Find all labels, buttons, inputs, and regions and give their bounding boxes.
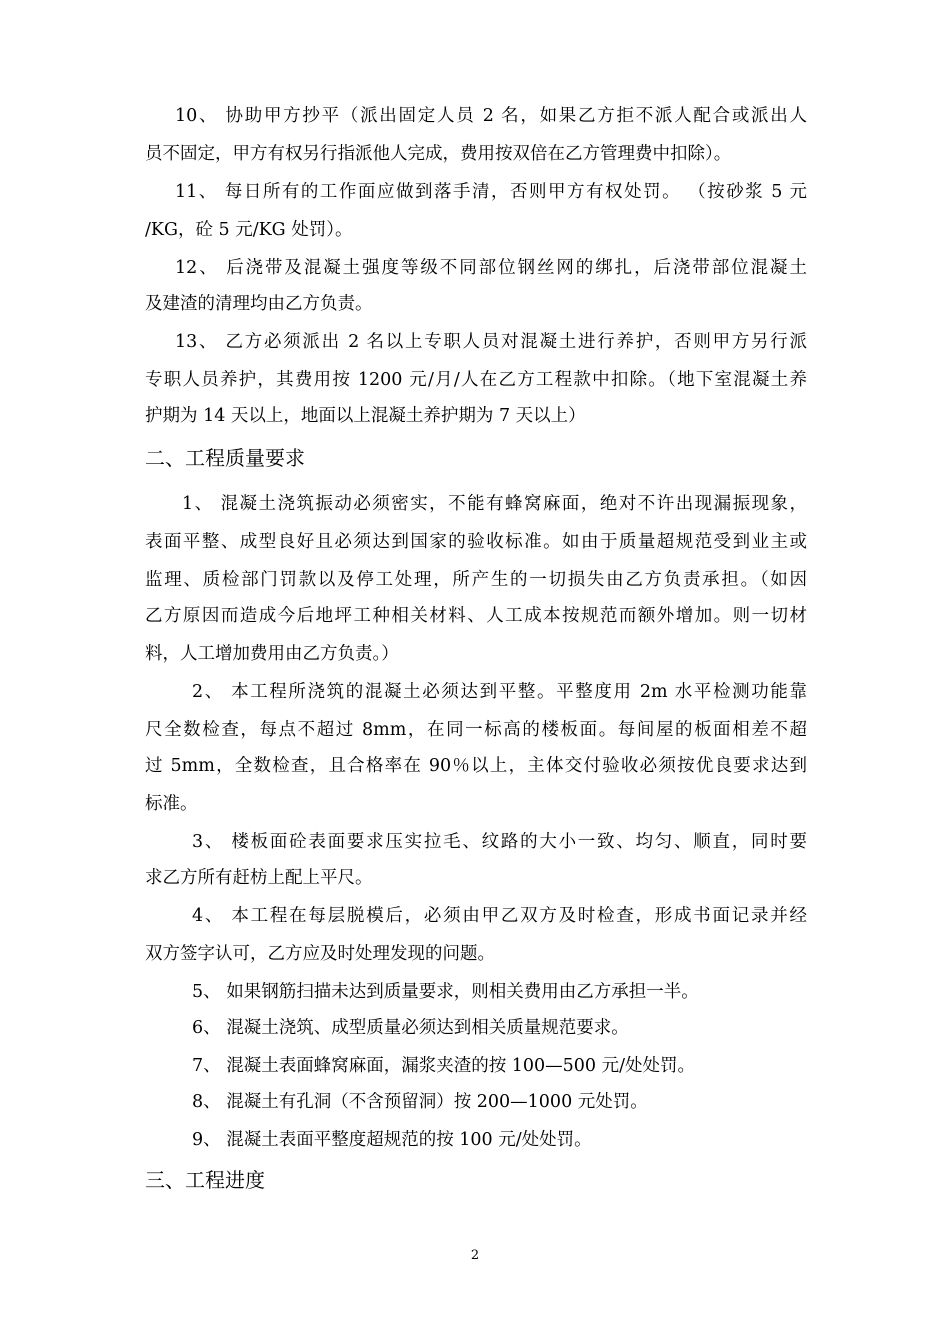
quality-item-1-line-4: 乙方原因而造成今后地坪工种相关材料、人工成本按规范而额外增加。则一切材 bbox=[145, 606, 807, 626]
quality-item-2-line-4: 标准。 bbox=[145, 794, 198, 814]
item-11-line-2: /KG，砼 5 元/KG 处罚）。 bbox=[145, 220, 353, 240]
quality-item-1-line-5: 料，人工增加费用由乙方负责。） bbox=[145, 644, 399, 664]
quality-item-1-line-2: 表面平整、成型良好且必须达到国家的验收标准。如由于质量超规范受到业主或 bbox=[145, 532, 807, 552]
section-3-heading: 三、工程进度 bbox=[145, 1168, 265, 1192]
quality-item-3-line-2: 求乙方所有赶枋上配上平尺。 bbox=[145, 868, 373, 888]
quality-item-1-line-1: 1、 混凝土浇筑振动必须密实，不能有蜂窝麻面，绝对不许出现漏振现象， bbox=[182, 494, 807, 514]
item-13-line-1: 13、 乙方必须派出 2 名以上专职人员对混凝土进行养护，否则甲方另行派 bbox=[175, 332, 807, 352]
item-10-line-2: 员不固定，甲方有权另行指派他人完成，费用按双倍在乙方管理费中扣除）。 bbox=[145, 144, 732, 164]
quality-item-9: 9、 混凝土表面平整度超规范的按 100 元/处处罚。 bbox=[192, 1130, 592, 1150]
quality-item-5: 5、 如果钢筋扫描未达到质量要求，则相关费用由乙方承担一半。 bbox=[192, 982, 699, 1002]
quality-item-6: 6、 混凝土浇筑、成型质量必须达到相关质量规范要求。 bbox=[192, 1018, 629, 1038]
quality-item-7: 7、 混凝土表面蜂窝麻面，漏浆夹渣的按 100—500 元/处处罚。 bbox=[192, 1056, 696, 1076]
quality-item-2-line-1: 2、 本工程所浇筑的混凝土必须达到平整。平整度用 2m 水平检测功能靠 bbox=[192, 682, 807, 702]
item-12-line-2: 及建渣的清理均由乙方负责。 bbox=[145, 294, 373, 314]
quality-item-8: 8、 混凝土有孔洞（不含预留洞）按 200—1000 元处罚。 bbox=[192, 1092, 648, 1112]
page-number: 2 bbox=[470, 1248, 480, 1263]
item-11-line-1: 11、 每日所有的工作面应做到落手清，否则甲方有权处罚。 （按砂浆 5 元 bbox=[175, 182, 807, 202]
item-13-line-2: 专职人员养护，其费用按 1200 元/月/人在乙方工程款中扣除。（地下室混凝土养 bbox=[145, 370, 807, 390]
quality-item-2-line-2: 尺全数检查，每点不超过 8mm，在同一标高的楼板面。每间屋的板面相差不超 bbox=[145, 720, 807, 740]
section-2-heading: 二、工程质量要求 bbox=[145, 446, 305, 470]
item-13-line-3: 护期为 14 天以上，地面以上混凝土养护期为 7 天以上） bbox=[145, 406, 586, 426]
quality-item-2-line-3: 过 5mm，全数检查，且合格率在 90％以上，主体交付验收必须按优良要求达到 bbox=[145, 756, 807, 776]
item-12-line-1: 12、 后浇带及混凝土强度等级不同部位钢丝网的绑扎，后浇带部位混凝土 bbox=[175, 258, 807, 278]
quality-item-4-line-2: 双方签字认可，乙方应及时处理发现的问题。 bbox=[145, 944, 495, 964]
quality-item-1-line-3: 监理、质检部门罚款以及停工处理，所产生的一切损失由乙方负责承担。（如因 bbox=[145, 570, 807, 590]
quality-item-4-line-1: 4、 本工程在每层脱模后，必须由甲乙双方及时检查，形成书面记录并经 bbox=[192, 906, 807, 926]
item-10-line-1: 10、 协助甲方抄平（派出固定人员 2 名，如果乙方拒不派人配合或派出人 bbox=[175, 106, 807, 126]
quality-item-3-line-1: 3、 楼板面砼表面要求压实拉毛、纹路的大小一致、均匀、顺直，同时要 bbox=[192, 832, 807, 852]
